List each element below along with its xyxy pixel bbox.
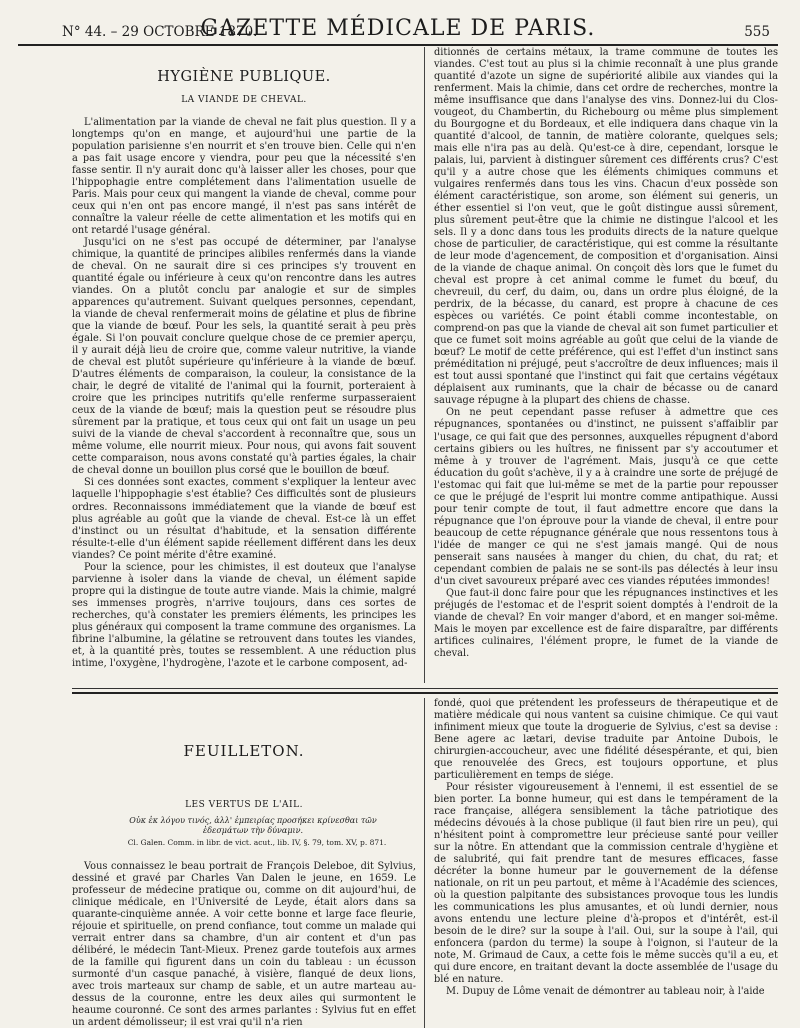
paragraph: fondé, quoi que prétendent les professeurs de thérapeutique et de matière médicale qui nous vantent sa cuisine chimique. Ce qui vaut infiniment mieux que toute la droguerie de Sylvius, c'est sa devise : Bene agere ac lætari, devise traduite par Antoine Dubois, le chirurgien-accoucheur, avec une fidélité désespérante, et qui, bien que renouvelée des Grecs, est toujours opportune, et plus particulièrement en temps de siége. <box>434 698 778 782</box>
feuilleton-section <box>72 698 778 1028</box>
section-divider <box>72 692 778 694</box>
paragraph: Si ces données sont exactes, comment s'expliquer la lenteur avec laquelle l'hippophagie s'est établie? Ces difficultés sont de plusieurs ordres. Reconnaissons immédiatement que la viande de bœuf est plus agréable au goût que la viande de cheval. Est-ce là un effet d'instinct ou un résultat d'habitude, et la sensation différente résulte-t-elle d'un élément sapide réellement différent dans les deux viandes? Ce point mérite d'être examiné. <box>72 477 416 561</box>
hygiene-subheading: LA VIANDE DE CHEVAL. <box>181 95 307 105</box>
paragraph: On ne peut cependant passe refuser à admettre que ces répugnances, spontanées ou d'instinct, ne puissent s'affaiblir par l'usage, ce qui fait que des personnes, auxquelles répugnent d'abord certains gibiers ou les huîtres, ne finissent par s'y accoutumer et même à y trouver de l'agrément. Mais, jusqu'à ce que cette éducation du goût s'achève, il y a à craindre une sorte de préjugé de l'estomac qui fait que lui-même se met de la partie pour repousser ce que le préjugé de l'esprit lui montre comme antipathique. Aussi pour tenir compte de tout, il faut admettre encore que dans la répugnance que l'on éprouve pour la viande de cheval, il entre pour beaucoup de cette répugnance générale que nous ressentons tous à l'idée de manger ce qui ne s'est jamais mangé. Qui de nous penserait sans nausées à manger du chien, du chat, du rat; et cependant combien de palais ne se sont-ils pas délectés à leur insu d'un civet savoureux préparé avec ces viandes réputées immondes! <box>434 407 778 587</box>
hygiene-section <box>72 47 778 683</box>
paragraph: ditionnés de certains métaux, la trame commune de toutes les viandes. C'est tout au plus si la chimie reconnaît à une plus grande quantité d'azote un signe de supériorité alibile aux viandes qui la renferment. Mais la chimie, dans cet ordre de recherches, montre la même insuffisance que dans l'analyse des vins. Donnez-lui du Clos-vougeot, du Chambertin, du Richebourg ou même plus simplement du Bourgogne et du Bordeaux, et elle indiquera dans chaque vin la quantité d'alcool, de tannin, de matière colorante, quelques sels; mais elle n'ira pas au delà. Qu'est-ce à dire, cependant, lorsque le palais, lui, parvient à distinguer sûrement ces différents crus? C'est qu'il y a autre chose que les éléments chimiques communs et vulgaires renfermés dans tous les vins. Chacun d'eux possède son élément caractéristique, son arome, son élément sui generis, un éther essentiel si l'on veut, que le goût distingue aussi sûrement, plus sûrement peut-être que la chimie ne distingue l'alcool et les sels. Il y a donc dans tous les produits directs de la nature quelque chose de particulier, de caractéristique, qui est comme la résultante de leur mode d'agencement, de composition et d'organisation. Ainsi de la viande de chaque animal. On conçoit dès lors que le fumet du cheval est propre à cet animal comme le fumet du bœuf, du chevreuil, du cerf, du daim, ou, dans un ordre plus éloigné, de la perdrix, de la bécasse, du canard, est propre à chacune de ces espèces ou variétés. Ce point établi comme incontestable, on comprend-on pas que la viande de cheval ait son fumet particulier et que ce fumet soit moins agréable au goût que celui de la viande de bœuf? Le motif de cette préférence, qui est l'effet d'un instinct sans préméditation ni préjugé, peut s'accroître de deux influences; mais il est tout aussi spontané que l'instinct qui fait que certains végétaux déplaisent aux ruminants, que la chair de bécasse ou de canard sauvage répugne à la plupart des chiens de chasse. <box>434 47 778 407</box>
hygiene-heading: HYGIÈNE PUBLIQUE. <box>157 69 331 85</box>
paragraph: Que faut-il donc faire pour que les répugnances instinctives et les préjugés de l'estomac et de l'esprit soient domptés à l'endroit de la viande de cheval? En voir manger d'abord, et en manger soi-même. Mais le moyen par excellence est de faire disparaître, par différents artifices culinaires, l'élément propre, le fumet de la viande de cheval. <box>434 587 778 659</box>
hygiene-right-column <box>425 47 778 683</box>
paragraph: Pour résister vigoureusement à l'ennemi, il est essentiel de se bien porter. La bonne humeur, qui est dans le tempérament de la race française, allégera sensiblement la tâche patriotique des médecins dévoués à la chose publique (il faut bien rire un peu), qui n'hésitent point à compromettre leur précieuse santé pour veiller sur la nôtre. En attendant que la commission centrale d'hygiène et de salubrité, qui fait prendre tant de mesures efficaces, fasse décréter la bonne humeur par le gouvernement de la défense nationale, on rit un peu partout, et même à l'Académie des sciences, où la question palpitante des subsistances provoque tous les lundis les communications les plus amusantes, et où lundi dernier, nous avons entendu une lecture pleine d'à-propos et d'intérêt, est-il besoin de le dire? sur la soupe à l'ail. Oui, sur la soupe à l'ail, qui enfoncera (pardon du terme) la soupe à l'oignon, si l'auteur de la note, M. Grimaud de Caux, a cette fois le même succès qu'il a eu, et qui dure encore, en traitant devant la docte assemblée de l'usage du blé en nature. <box>434 782 778 986</box>
greek-epigraph: Οὐκ ἐκ λόγου τινός, ἀλλ' ἐμπειρίας προσήκει κρίνεσθαι τῶν ἐδεσμάτων τὴν δύναμιν. <box>129 816 377 835</box>
page-number: 555 <box>744 24 770 40</box>
feuilleton-left-column <box>72 698 425 1028</box>
hygiene-left-column <box>72 47 425 683</box>
paragraph: Vous connaissez le beau portrait de François Deleboe, dit Sylvius, dessiné et gravé par Charles Van Dalen le jeune, en 1659. Le professeur de médecine pratique ou, comme on dit aujourd'hui, de clinique médicale, en l'Université de Leyde, était alors dans sa quarante-cinquième année. A voir cette bonne et large face fleurie, réjouie et spirituelle, on prend confiance, tout comme un malade qui verrait entrer dans sa chambre, d'un air content et d'un pas délibéré, le médecin Tant-Mieux. Prenez garde toutefois aux armes de la famille qui figurent dans un coin du tableau : un écusson surmonté d'un casque panaché, à visière, flanqué de deux lions, avec trois marteaux sur champ de sable, et un autre marteau au-dessus de la couronne, entre les deux ailes qui surmontent le heaume couronné. Ce sont des armes parlantes : Sylvius fut en effet un ardent démolisseur; il est vrai qu'il n'a rien <box>72 861 416 1028</box>
section-divider <box>72 688 778 689</box>
issue-date: N° 44. – 29 OCTOBRE 1870. <box>62 24 258 40</box>
paragraph: Pour la science, pour les chimistes, il est douteux que l'analyse parvienne à isoler dans la viande de cheval, un élément sapide propre qui la distingue de toute autre viande. Mais la chimie, malgré ses immenses progrès, n'arrive toujours, dans ces sortes de recherches, qu'à constater les premiers éléments, les principes les plus généraux qui composent la trame commune des organismes. La fibrine l'albumine, la gélatine se retrouvent dans toutes les viandes, et, à la quantité près, toutes se ressemblent. A une réduction plus intime, l'oxygène, l'hydrogène, l'azote et le carbone composent, ad- <box>72 561 416 669</box>
masthead <box>18 14 778 46</box>
newspaper-title: GAZETTE MÉDICALE DE PARIS. <box>200 16 596 41</box>
epigraph-source: Cl. Galen. Comm. in libr. de vict. acut., lib. IV, §. 79, tom. XV, p. 871. <box>127 838 387 847</box>
feuilleton-heading: FEUILLETON. <box>183 742 305 760</box>
paragraph: M. Dupuy de Lôme venait de démontrer au tableau noir, à l'aide <box>446 986 765 998</box>
paragraph: Jusqu'ici on ne s'est pas occupé de déterminer, par l'analyse chimique, la quantité de principes alibiles renfermés dans la viande de cheval. On ne saurait dire si ces principes s'y trouvent en quantité égale ou inférieure à ceux qu'on rencontre dans les autres viandes. On a plutôt conclu par analogie et sur de simples apparences qu'autrement. Suivant quelques personnes, cependant, la viande de cheval renfermerait moins de gélatine et plus de fibrine que la viande de bœuf. Pour les sels, la quantité serait à peu près égale. Si l'on pouvait conclure quelque chose de ce premier aperçu, il y aurait déjà lieu de croire que, comme valeur nutritive, la viande de cheval est plutôt supérieure qu'inférieure à la viande de bœuf. D'autres éléments de comparaison, la couleur, la consistance de la chair, le degré de vitalité de l'animal qui la fournit, porteraient à croire que les principes nutritifs qu'elle renferme surpasseraient ceux de la viande de bœuf; mais la question peut se résoudre plus sûrement par la pratique, et tous ceux qui ont fait un usage un peu suivi de la viande de cheval s'accordent à reconnaître que, sous un même volume, elle nourrit mieux. Pour nous, qui avons fait souvent cette comparaison, nous avons constaté qu'à parties égales, la chair de cheval donne un bouillon plus corsé que le bouillon de bœuf. <box>72 237 416 477</box>
feuilleton-right-column <box>425 698 778 1028</box>
paragraph: L'alimentation par la viande de cheval ne fait plus question. Il y a longtemps qu'on en mange, et aujourd'hui une partie de la population parisienne s'en nourrit et s'en trouve bien. Celle qui n'en a pas fait usage encore y viendra, pour peu que la nécessité s'en fasse sentir. Il n'y aurait donc qu'à laisser aller les choses, pour que l'hippophagie entre complétement dans l'alimentation usuelle de Paris. Mais pour ceux qui mangent la viande de cheval, comme pour ceux qui n'en ont pas encore mangé, il n'est pas sans intérêt de connaître la valeur réelle de cette alimentation et les motifs qui en ont retardé l'usage général. <box>72 117 416 237</box>
feuilleton-subheading: LES VERTUS DE L'AIL. <box>185 800 303 810</box>
